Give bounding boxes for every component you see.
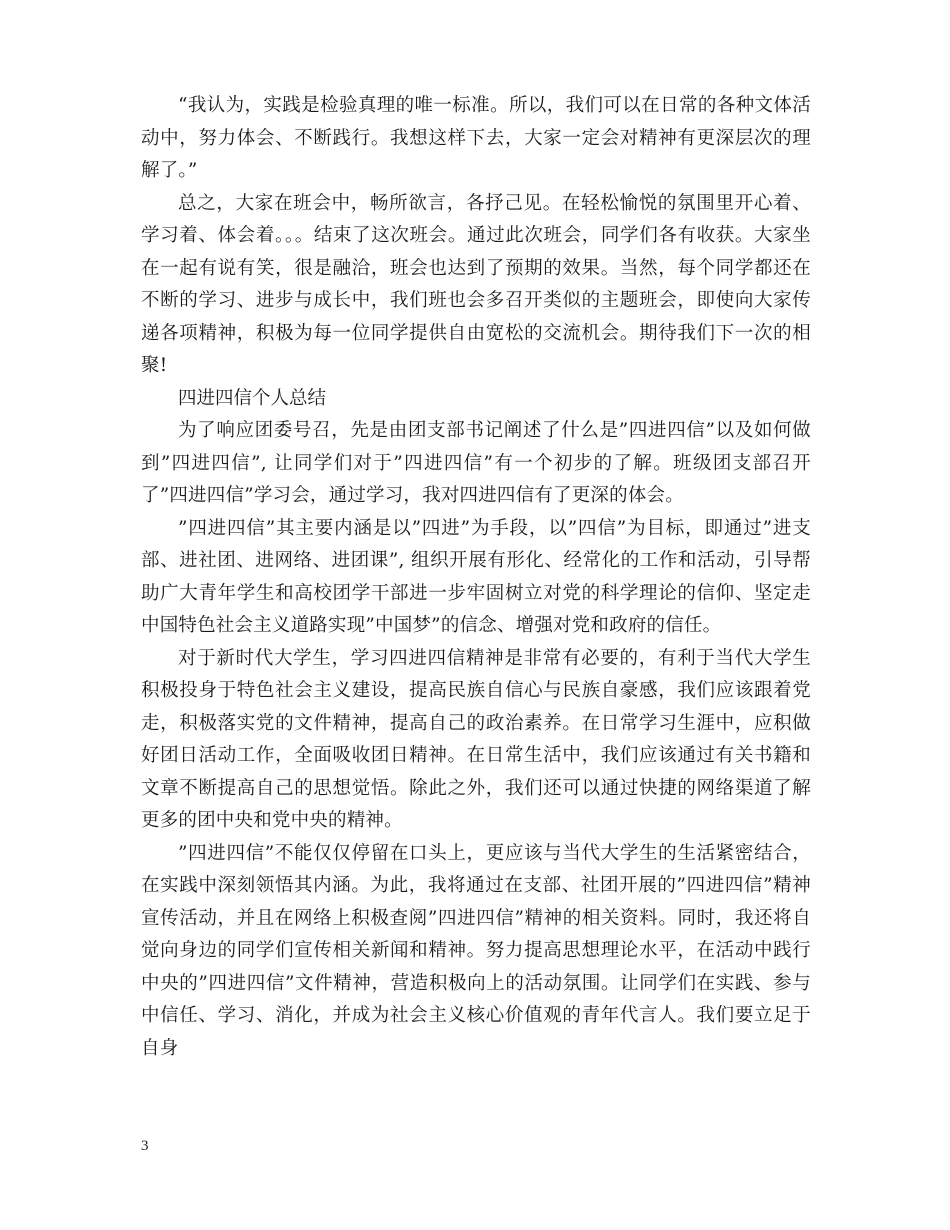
- paragraph-new-era-students: 对于新时代大学生，学习四进四信精神是非常有必要的，有利于当代大学生积极投身于特色社会主义建设，提高民族自信心与民族自豪感，我们应该跟着党走，积极落实党的文件精神，提高自己的政治素养。在日常学习生涯中，应积做好团日活动工作，全面吸收团日精神。在日常生活中，我们应该通过有关书籍和文章不断提高自己的思想觉悟。除此之外，我们还可以通过快捷的网络渠道了解更多的团中央和党中央的精神。: [141, 647, 811, 831]
- paragraph-quote-practice: “我认为，实践是检验真理的唯一标准。所以，我们可以在日常的各种文体活动中，努力体会、不断践行。我想这样下去，大家一定会对精神有更深层次的理解了。”: [141, 95, 811, 181]
- page-number: 3: [141, 1138, 149, 1154]
- paragraph-connotation: ”四进四信”其主要内涵是以”四进”为手段，以”四信”为目标，即通过”进支部、进社团、进网络、进团课”, 组织开展有形化、经常化的工作和活动，引导帮助广大青年学生和高校团学干部进一步牢固树立对党的科学理论的信仰、坚定走中国特色社会主义道路实现”中国梦”的信念、增强对党和政府的信任。: [141, 517, 811, 636]
- paragraph-practice: ”四进四信”不能仅仅停留在口头上，更应该与当代大学生的生活紧密结合，在实践中深刻领悟其内涵。为此，我将通过在支部、社团开展的”四进四信”精神宣传活动，并且在网络上积极查阅”四进四信”精神的相关资料。同时，我还将自觉向身边的同学们宣传相关新闻和精神。努力提高思想理论水平，在活动中践行中央的”四进四信”文件精神，营造积极向上的活动氛围。让同学们在实践、参与中信任、学习、消化，并成为社会主义核心价值观的青年代言人。我们要立足于自身: [141, 842, 811, 1059]
- document-body: [141, 90, 811, 1065]
- paragraph-response: 为了响应团委号召，先是由团支部书记阐述了什么是”四进四信”以及如何做到”四进四信”, 让同学们对于”四进四信”有一个初步的了解。班级团支部召开了”四进四信”学习会，通过学习，我对四进四信有了更深的体会。: [141, 420, 811, 506]
- section-heading: 四进四信个人总结: [178, 387, 327, 409]
- paragraph-class-meeting-summary: 总之，大家在班会中，畅所欲言，各抒己见。在轻松愉悦的氛围里开心着、学习着、体会着。。。结束了这次班会。通过此次班会，同学们各有收获。大家坐在一起有说有笑，很是融洽，班会也达到了预期的效果。当然，每个同学都还在不断的学习、进步与成长中，我们班也会多召开类似的主题班会，即使向大家传递各项精神，积极为每一位同学提供自由宽松的交流机会。期待我们下一次的相聚!: [141, 192, 811, 376]
